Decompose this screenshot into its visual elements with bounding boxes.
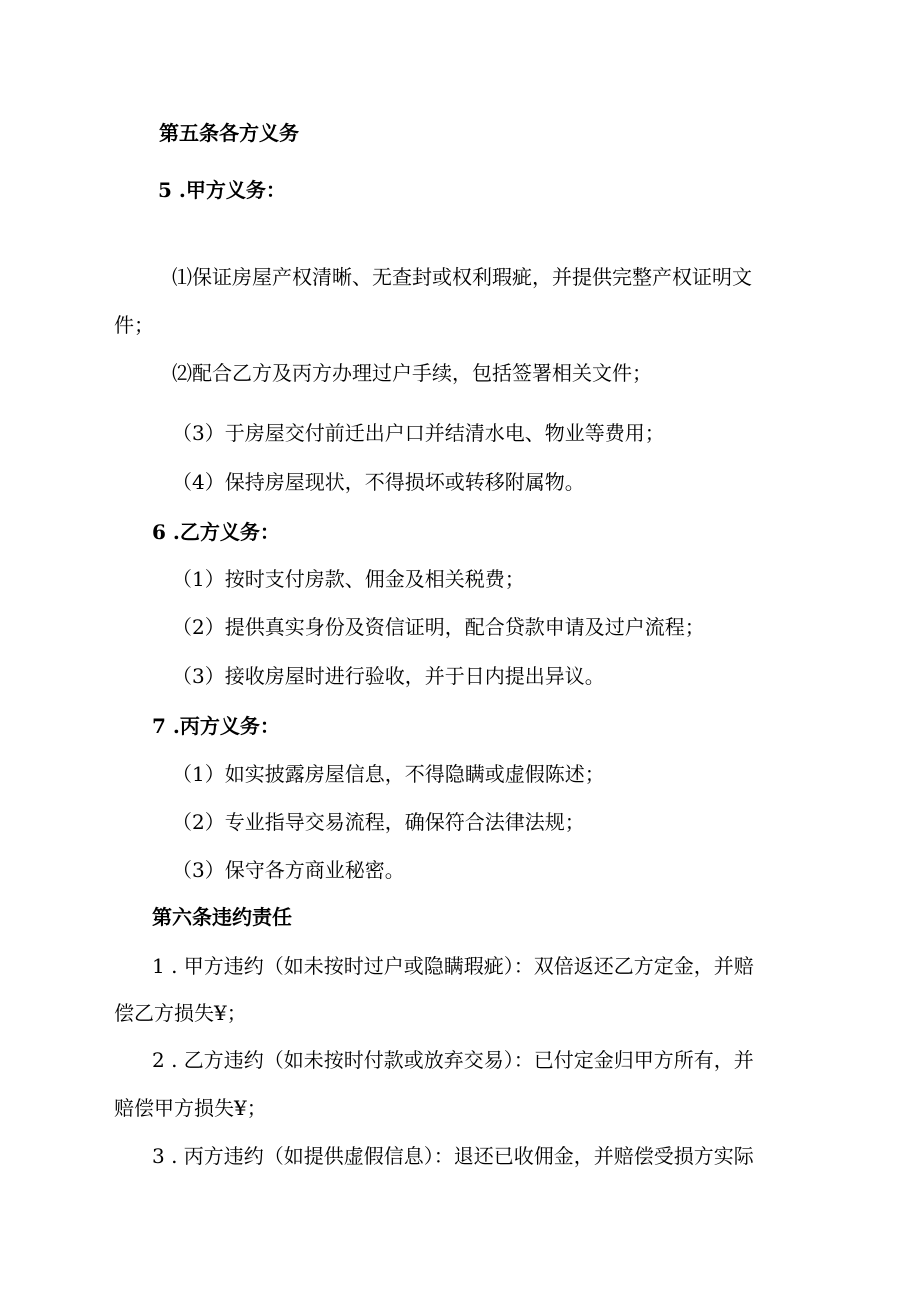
party-a-heading: 5 .甲方义务： bbox=[158, 178, 286, 202]
party-c-heading: 7 .丙方义务： bbox=[152, 714, 280, 738]
clause-2-continued: 赔偿甲方损失¥； bbox=[114, 1096, 267, 1120]
party-b-item-2: （2）提供真实身份及资信证明，配合贷款申请及过户流程； bbox=[172, 615, 705, 639]
party-b-item-3: （3）接收房屋时进行验收，并于日内提出异议。 bbox=[172, 664, 605, 688]
party-a-item-4: （4）保持房屋现状，不得损坏或转移附属物。 bbox=[172, 470, 585, 494]
clause-3: 3 . 丙方违约（如提供虚假信息）：退还已收佣金，并赔偿受损方实际 bbox=[152, 1144, 754, 1168]
party-a-item-1-continued: 件； bbox=[114, 313, 154, 337]
party-b-item-1: （1）按时支付房款、佣金及相关税费； bbox=[172, 567, 525, 591]
party-c-item-3: （3）保守各方商业秘密。 bbox=[172, 858, 405, 882]
clause-1-continued: 偿乙方损失¥； bbox=[114, 1001, 247, 1025]
party-c-item-1: （1）如实披露房屋信息，不得隐瞒或虚假陈述； bbox=[172, 762, 605, 786]
party-a-item-1: ⑴保证房屋产权清晰、无查封或权利瑕疵，并提供完整产权证明文 bbox=[172, 265, 752, 289]
clause-1: 1 . 甲方违约（如未按时过户或隐瞒瑕疵）：双倍返还乙方定金，并赔 bbox=[152, 954, 754, 978]
party-a-item-3: （3）于房屋交付前迁出户口并结清水电、物业等费用； bbox=[172, 421, 665, 445]
party-b-heading: 6 .乙方义务： bbox=[152, 520, 280, 544]
party-a-item-2: ⑵配合乙方及丙方办理过户手续，包括签署相关文件； bbox=[172, 361, 652, 385]
article-6-title: 第六条违约责任 bbox=[152, 905, 292, 929]
clause-2: 2 . 乙方违约（如未按时付款或放弃交易）：已付定金归甲方所有，并 bbox=[152, 1048, 754, 1072]
party-c-item-2: （2）专业指导交易流程，确保符合法律法规； bbox=[172, 810, 585, 834]
article-5-title: 第五条各方义务 bbox=[159, 121, 299, 145]
